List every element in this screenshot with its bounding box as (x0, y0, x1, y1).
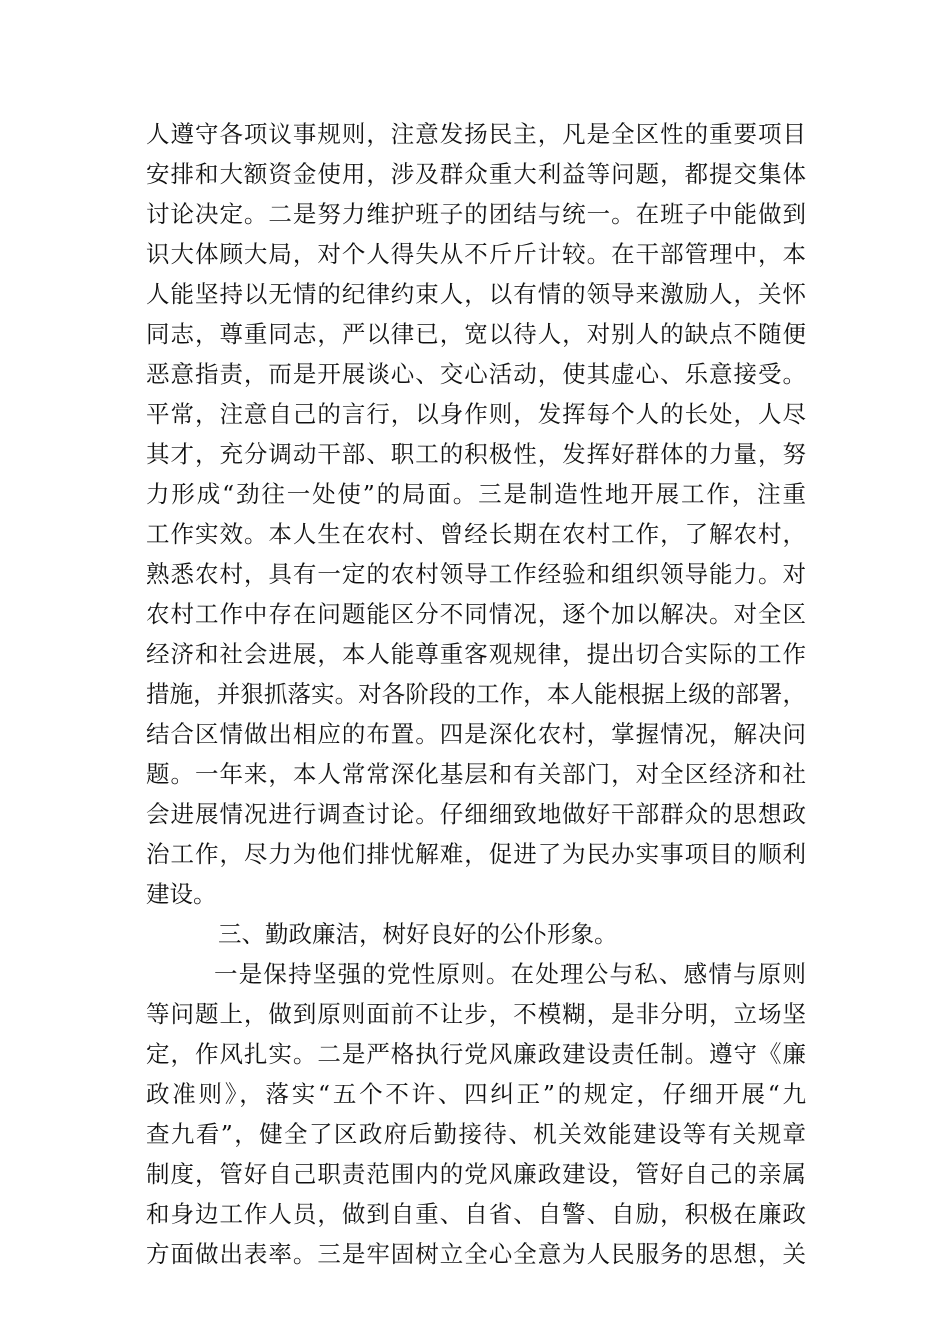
text-line: 题。一年来，本人常常深化基层和有关部门，对全区经济和社 (146, 760, 806, 788)
text-line: 等问题上，做到原则面前不让步，不模糊，是非分明，立场坚 (146, 1000, 806, 1028)
text-line: 方面做出表率。三是牢固树立全心全意为人民服务的思想，关 (146, 1240, 806, 1268)
text-line: 农村工作中存在问题能区分不同情况，逐个加以解决。对全区 (146, 600, 806, 628)
text-line: 结合区情做出相应的布置。四是深化农村，掌握情况，解决问 (146, 720, 806, 748)
text-line: 力形成“劲往一处使”的局面。三是制造性地开展工作，注重 (146, 480, 806, 508)
text-line: 讨论决定。二是努力维护班子的团结与统一。在班子中能做到 (146, 200, 806, 228)
text-line: 平常，注意自己的言行，以身作则，发挥每个人的长处，人尽 (146, 400, 806, 428)
paragraph-first-line: 一是保持坚强的党性原则。在处理公与私、感情与原则 (214, 960, 806, 988)
text-line: 恶意指责，而是开展谈心、交心活动，使其虚心、乐意接受。 (146, 360, 806, 388)
text-line: 人遵守各项议事规则，注意发扬民主，凡是全区性的重要项目 (146, 120, 806, 148)
text-line: 熟悉农村，具有一定的农村领导工作经验和组织领导能力。对 (146, 560, 806, 588)
section-heading: 三、勤政廉洁，树好良好的公仆形象。 (218, 920, 618, 948)
text-line: 其才，充分调动干部、职工的积极性，发挥好群体的力量，努 (146, 440, 806, 468)
text-line: 会进展情况进行调查讨论。仔细细致地做好干部群众的思想政 (146, 800, 806, 828)
text-line: 经济和社会进展，本人能尊重客观规律，提出切合实际的工作 (146, 640, 806, 668)
text-line: 人能坚持以无情的纪律约束人，以有情的领导来激励人，关怀 (146, 280, 806, 308)
text-line: 查九看”，健全了区政府后勤接待、机关效能建设等有关规章 (146, 1120, 806, 1148)
text-line: 识大体顾大局，对个人得失从不斤斤计较。在干部管理中，本 (146, 240, 806, 268)
text-line: 措施，并狠抓落实。对各阶段的工作，本人能根据上级的部署， (146, 680, 806, 708)
text-line: 建设。 (146, 880, 217, 908)
text-line: 和身边工作人员，做到自重、自省、自警、自励，积极在廉政 (146, 1200, 806, 1228)
text-line: 定，作风扎实。二是严格执行党风廉政建设责任制。遵守《廉 (146, 1040, 806, 1068)
text-line: 同志，尊重同志，严以律已，宽以待人，对别人的缺点不随便 (146, 320, 806, 348)
text-line: 工作实效。本人生在农村、曾经长期在农村工作，了解农村， (146, 520, 806, 548)
text-line: 制度，管好自己职责范围内的党风廉政建设，管好自己的亲属 (146, 1160, 806, 1188)
text-line: 治工作，尽力为他们排忧解难，促进了为民办实事项目的顺利 (146, 840, 806, 868)
text-line: 安排和大额资金使用，涉及群众重大利益等问题，都提交集体 (146, 160, 806, 188)
text-line: 政准则》，落实“五个不许、四纠正”的规定，仔细开展“九 (146, 1080, 806, 1108)
